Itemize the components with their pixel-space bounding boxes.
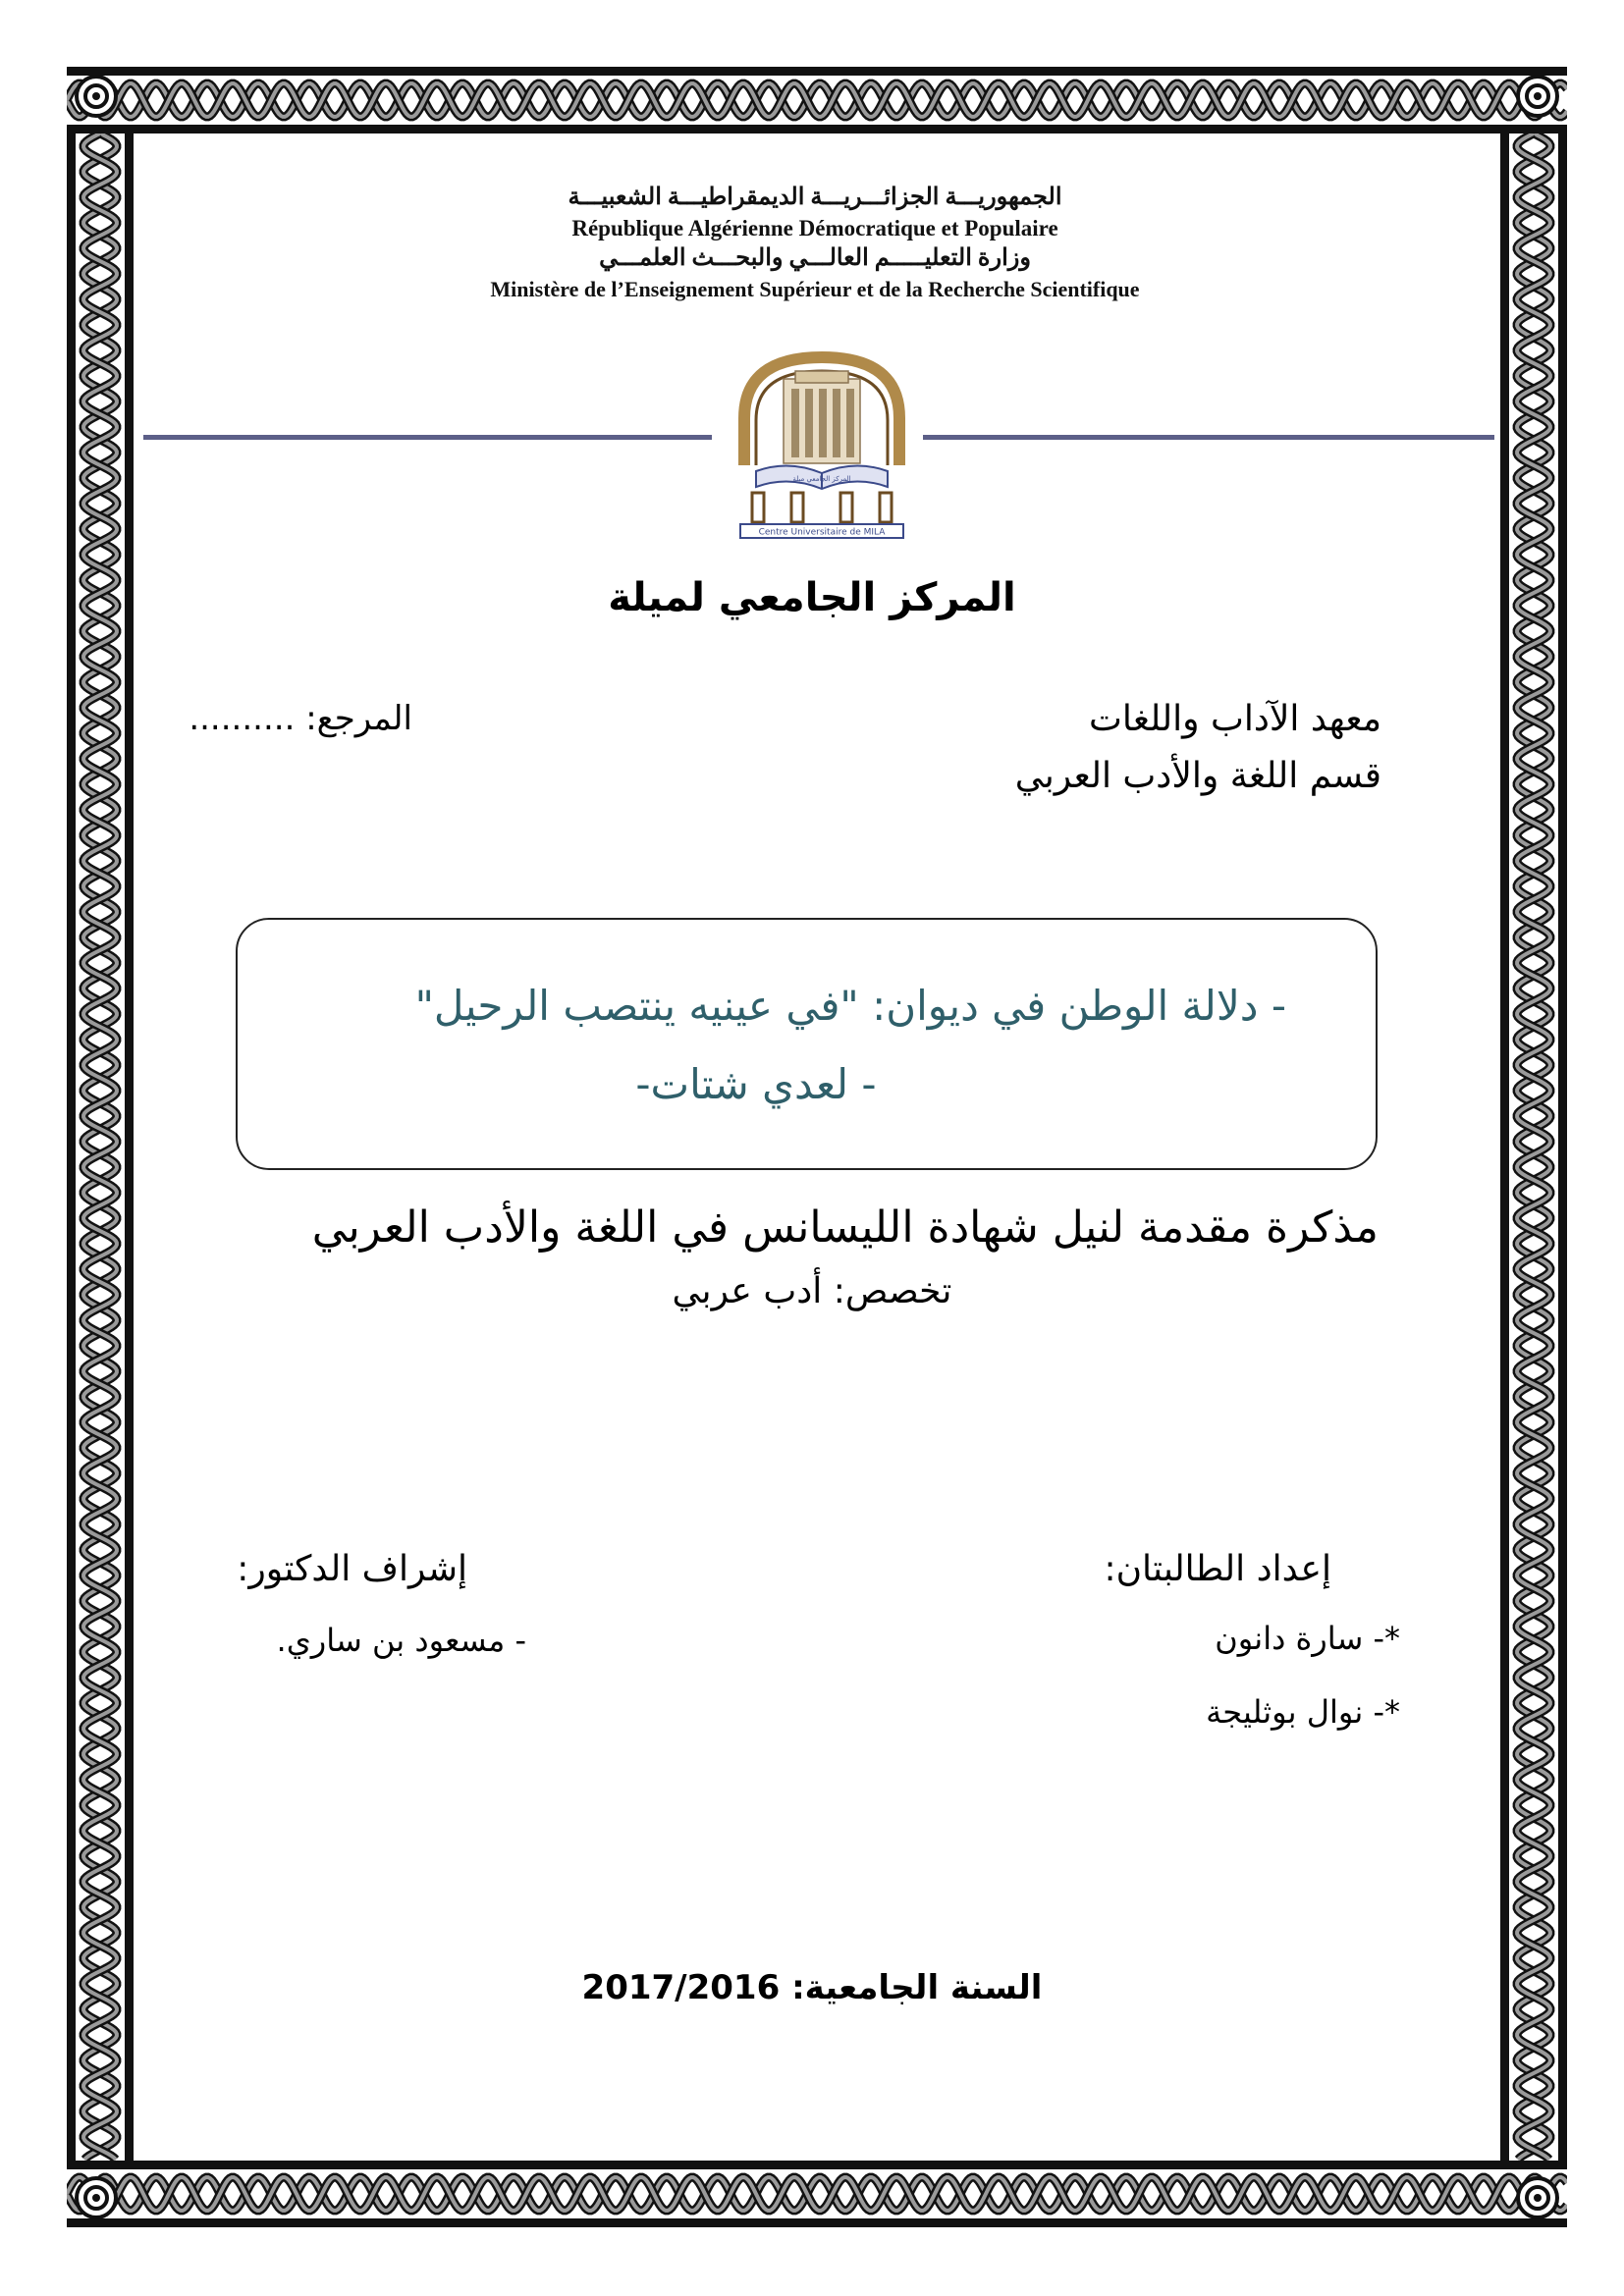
header-divider-right <box>923 435 1494 440</box>
logo-arabic-text: المركز الجامعي ميلة <box>792 475 851 483</box>
thesis-title-line-1: - دلالة الوطن في ديوان: "في عينيه ينتصب الرحيل" <box>414 982 1286 1030</box>
university-center-name: المركز الجامعي لميلة <box>608 575 1016 620</box>
frame-border-left <box>67 133 134 2161</box>
memo-description: مذكرة مقدمة لنيل شهادة الليسانس في اللغة والأدب العربي <box>311 1202 1379 1253</box>
institute-name: معهد الآداب واللغات <box>1089 699 1381 739</box>
university-logo <box>734 349 909 540</box>
republic-name-french: République Algérienne Démocratique et Populaire <box>571 216 1058 240</box>
reference-number: المرجع: .......... <box>189 699 412 738</box>
document-header <box>295 183 1335 304</box>
department-name: قسم اللغة والأدب العربي <box>1014 756 1381 796</box>
thesis-title-box <box>236 918 1378 1170</box>
frame-corner-ornament <box>1513 72 1562 121</box>
frame-corner-ornament <box>72 2173 121 2222</box>
student-name: *- سارة دانون <box>1215 1620 1400 1657</box>
specialty: تخصص: أدب عربي <box>672 1271 952 1311</box>
supervisor-label: إشراف الدكتور: <box>237 1549 467 1589</box>
frame-border-bottom <box>67 2161 1567 2227</box>
frame-corner-ornament <box>72 72 121 121</box>
student-name: *- نوال بوثليجة <box>1206 1693 1400 1731</box>
header-divider-left <box>143 435 712 440</box>
ministry-name-arabic: وزارة التعليـــــم العالـــي والبحـــث العلمـــي <box>599 245 1031 271</box>
republic-name-arabic: الجمهوريـــة الجزائـــريـــة الديمقراطيـــة الشعبيـــة <box>568 185 1062 210</box>
students-label: إعداد الطالبتان: <box>1104 1549 1331 1589</box>
logo-caption: Centre Universitaire de MILA <box>758 527 886 538</box>
ministry-name-french: Ministère de l’Enseignement Supérieur et de la Recherche Scientifique <box>490 277 1140 301</box>
supervisor-name: - مسعود بن ساري. <box>276 1622 526 1659</box>
frame-border-right <box>1500 133 1567 2161</box>
frame-border-top <box>67 67 1567 133</box>
thesis-title-line-2: - لعدي شتات- <box>635 1060 877 1108</box>
frame-corner-ornament <box>1513 2173 1562 2222</box>
academic-year: السنة الجامعية: 2017/2016 <box>581 1968 1043 2007</box>
